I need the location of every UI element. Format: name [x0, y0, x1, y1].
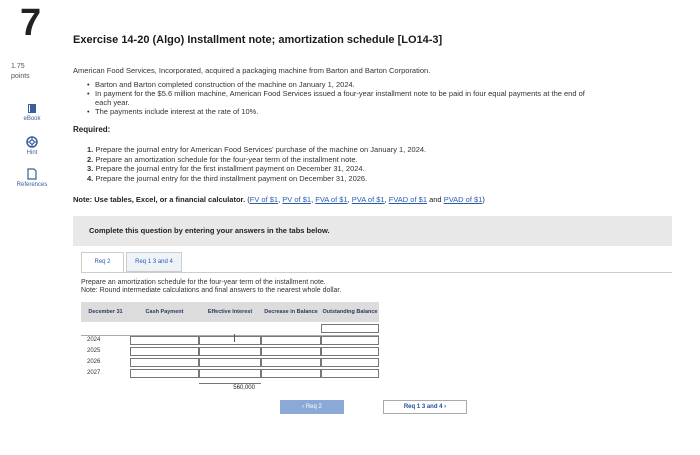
year-cell: 2027	[87, 370, 101, 376]
book-icon	[27, 103, 37, 114]
outstanding-balance-initial-input[interactable]	[321, 324, 379, 333]
decrease-balance-2026-input[interactable]	[261, 358, 321, 367]
decrease-balance-2025-input[interactable]	[261, 347, 321, 356]
list-item: • In payment for the $5.6 million machine, American Food Services issued a four-year installment note to be paid in four equal payments at the end of each year.	[95, 89, 595, 107]
instruction-line: Prepare an amortization schedule for the four-year term of the installment note.	[81, 279, 326, 286]
ebook-label: eBook	[23, 116, 41, 122]
cash-payment-2027-input[interactable]	[130, 369, 199, 378]
outstanding-balance-2027-input[interactable]	[321, 369, 379, 378]
tab-instructions	[81, 279, 341, 295]
rounding-note: Note: Round intermediate calculations and final answers to the nearest whole dollar.	[81, 287, 342, 294]
list-item: • The payments include interest at the rate of 10%.	[95, 107, 595, 116]
tables-note: Note: Use tables, Excel, or a financial calculator. (FV of $1, PV of $1, FVA of $1, PVA of $1, FVAD of $1 and PVAD of $1)	[73, 195, 485, 204]
prev-req-2-button[interactable]: ‹ Req 2	[280, 400, 344, 414]
effective-interest-2027-input[interactable]	[199, 369, 261, 378]
fva-link[interactable]: FVA of $1	[315, 195, 348, 204]
decrease-balance-2024-input[interactable]	[261, 336, 321, 345]
hint-tool[interactable]	[12, 136, 52, 156]
total-cell: 560,000	[199, 383, 261, 393]
year-cell: 2024	[87, 337, 101, 343]
hint-label: Hint	[26, 150, 38, 156]
text-cursor	[234, 334, 235, 342]
banner-text: Complete this question by entering your answers in the tabs below.	[89, 226, 330, 235]
document-icon	[27, 168, 37, 180]
tab-req-2[interactable]: Req 2	[81, 252, 124, 272]
pv-link[interactable]: PV of $1	[282, 195, 312, 204]
points-value: 1.75	[11, 63, 25, 70]
instructions-banner	[73, 216, 672, 246]
cash-payment-2025-input[interactable]	[130, 347, 199, 356]
year-cell: 2026	[87, 359, 101, 365]
points-indicator	[11, 62, 30, 82]
requirements-list	[87, 145, 426, 183]
cash-payment-2024-input[interactable]	[130, 336, 199, 345]
outstanding-balance-2025-input[interactable]	[321, 347, 379, 356]
cash-payment-2026-input[interactable]	[130, 358, 199, 367]
references-label: References	[16, 182, 48, 188]
list-item: 2. Prepare an amortization schedule for the four-year term of the installment note.	[87, 154, 358, 164]
fv-link[interactable]: FV of $1	[249, 195, 279, 204]
pva-link[interactable]: PVA of $1	[351, 195, 385, 204]
effective-interest-2025-input[interactable]	[199, 347, 261, 356]
column-header: Outstanding Balance	[321, 302, 379, 322]
pvad-link[interactable]: PVAD of $1	[443, 195, 483, 204]
year-cell: 2025	[87, 348, 101, 354]
column-header: Effective Interest	[199, 302, 261, 322]
list-item: 3. Prepare the journal entry for the first installment payment on December 31, 2024.	[87, 164, 365, 173]
next-req-134-button[interactable]: Req 1 3 and 4 ›	[383, 400, 467, 414]
question-number: 7	[20, 2, 42, 44]
points-label: points	[11, 73, 30, 80]
outstanding-balance-2026-input[interactable]	[321, 358, 379, 367]
references-tool[interactable]	[12, 168, 52, 188]
list-item: 1. Prepare the journal entry for American Food Services' purchase of the machine on January 1, 2024.	[87, 145, 427, 154]
intro-text: American Food Services, Incorporated, acquired a packaging machine from Barton and Barton Corporation.	[73, 66, 431, 75]
column-header: Decrease in Balance	[261, 302, 321, 322]
effective-interest-2024-input[interactable]	[199, 336, 261, 345]
required-heading: Required:	[73, 125, 111, 134]
outstanding-balance-2024-input[interactable]	[321, 336, 379, 345]
decrease-balance-2027-input[interactable]	[261, 369, 321, 378]
tab-req-1-3-and-4[interactable]: Req 1 3 and 4	[126, 252, 182, 272]
lifebuoy-icon	[26, 136, 38, 148]
effective-interest-2026-input[interactable]	[199, 358, 261, 367]
list-item: • Barton and Barton completed construction of the machine on January 1, 2024.	[95, 80, 595, 89]
exercise-title: Exercise 14-20 (Algo) Installment note; amortization schedule [LO14-3]	[73, 34, 443, 46]
tab-divider	[81, 272, 672, 273]
fvad-link[interactable]: FVAD of $1	[388, 195, 427, 204]
ebook-tool[interactable]	[12, 103, 52, 122]
column-header: Cash Payment	[130, 302, 199, 322]
list-item: 4. Prepare the journal entry for the third installment payment on December 31, 2026.	[87, 173, 368, 183]
facts-list	[95, 80, 595, 116]
column-header: December 31	[81, 302, 130, 322]
